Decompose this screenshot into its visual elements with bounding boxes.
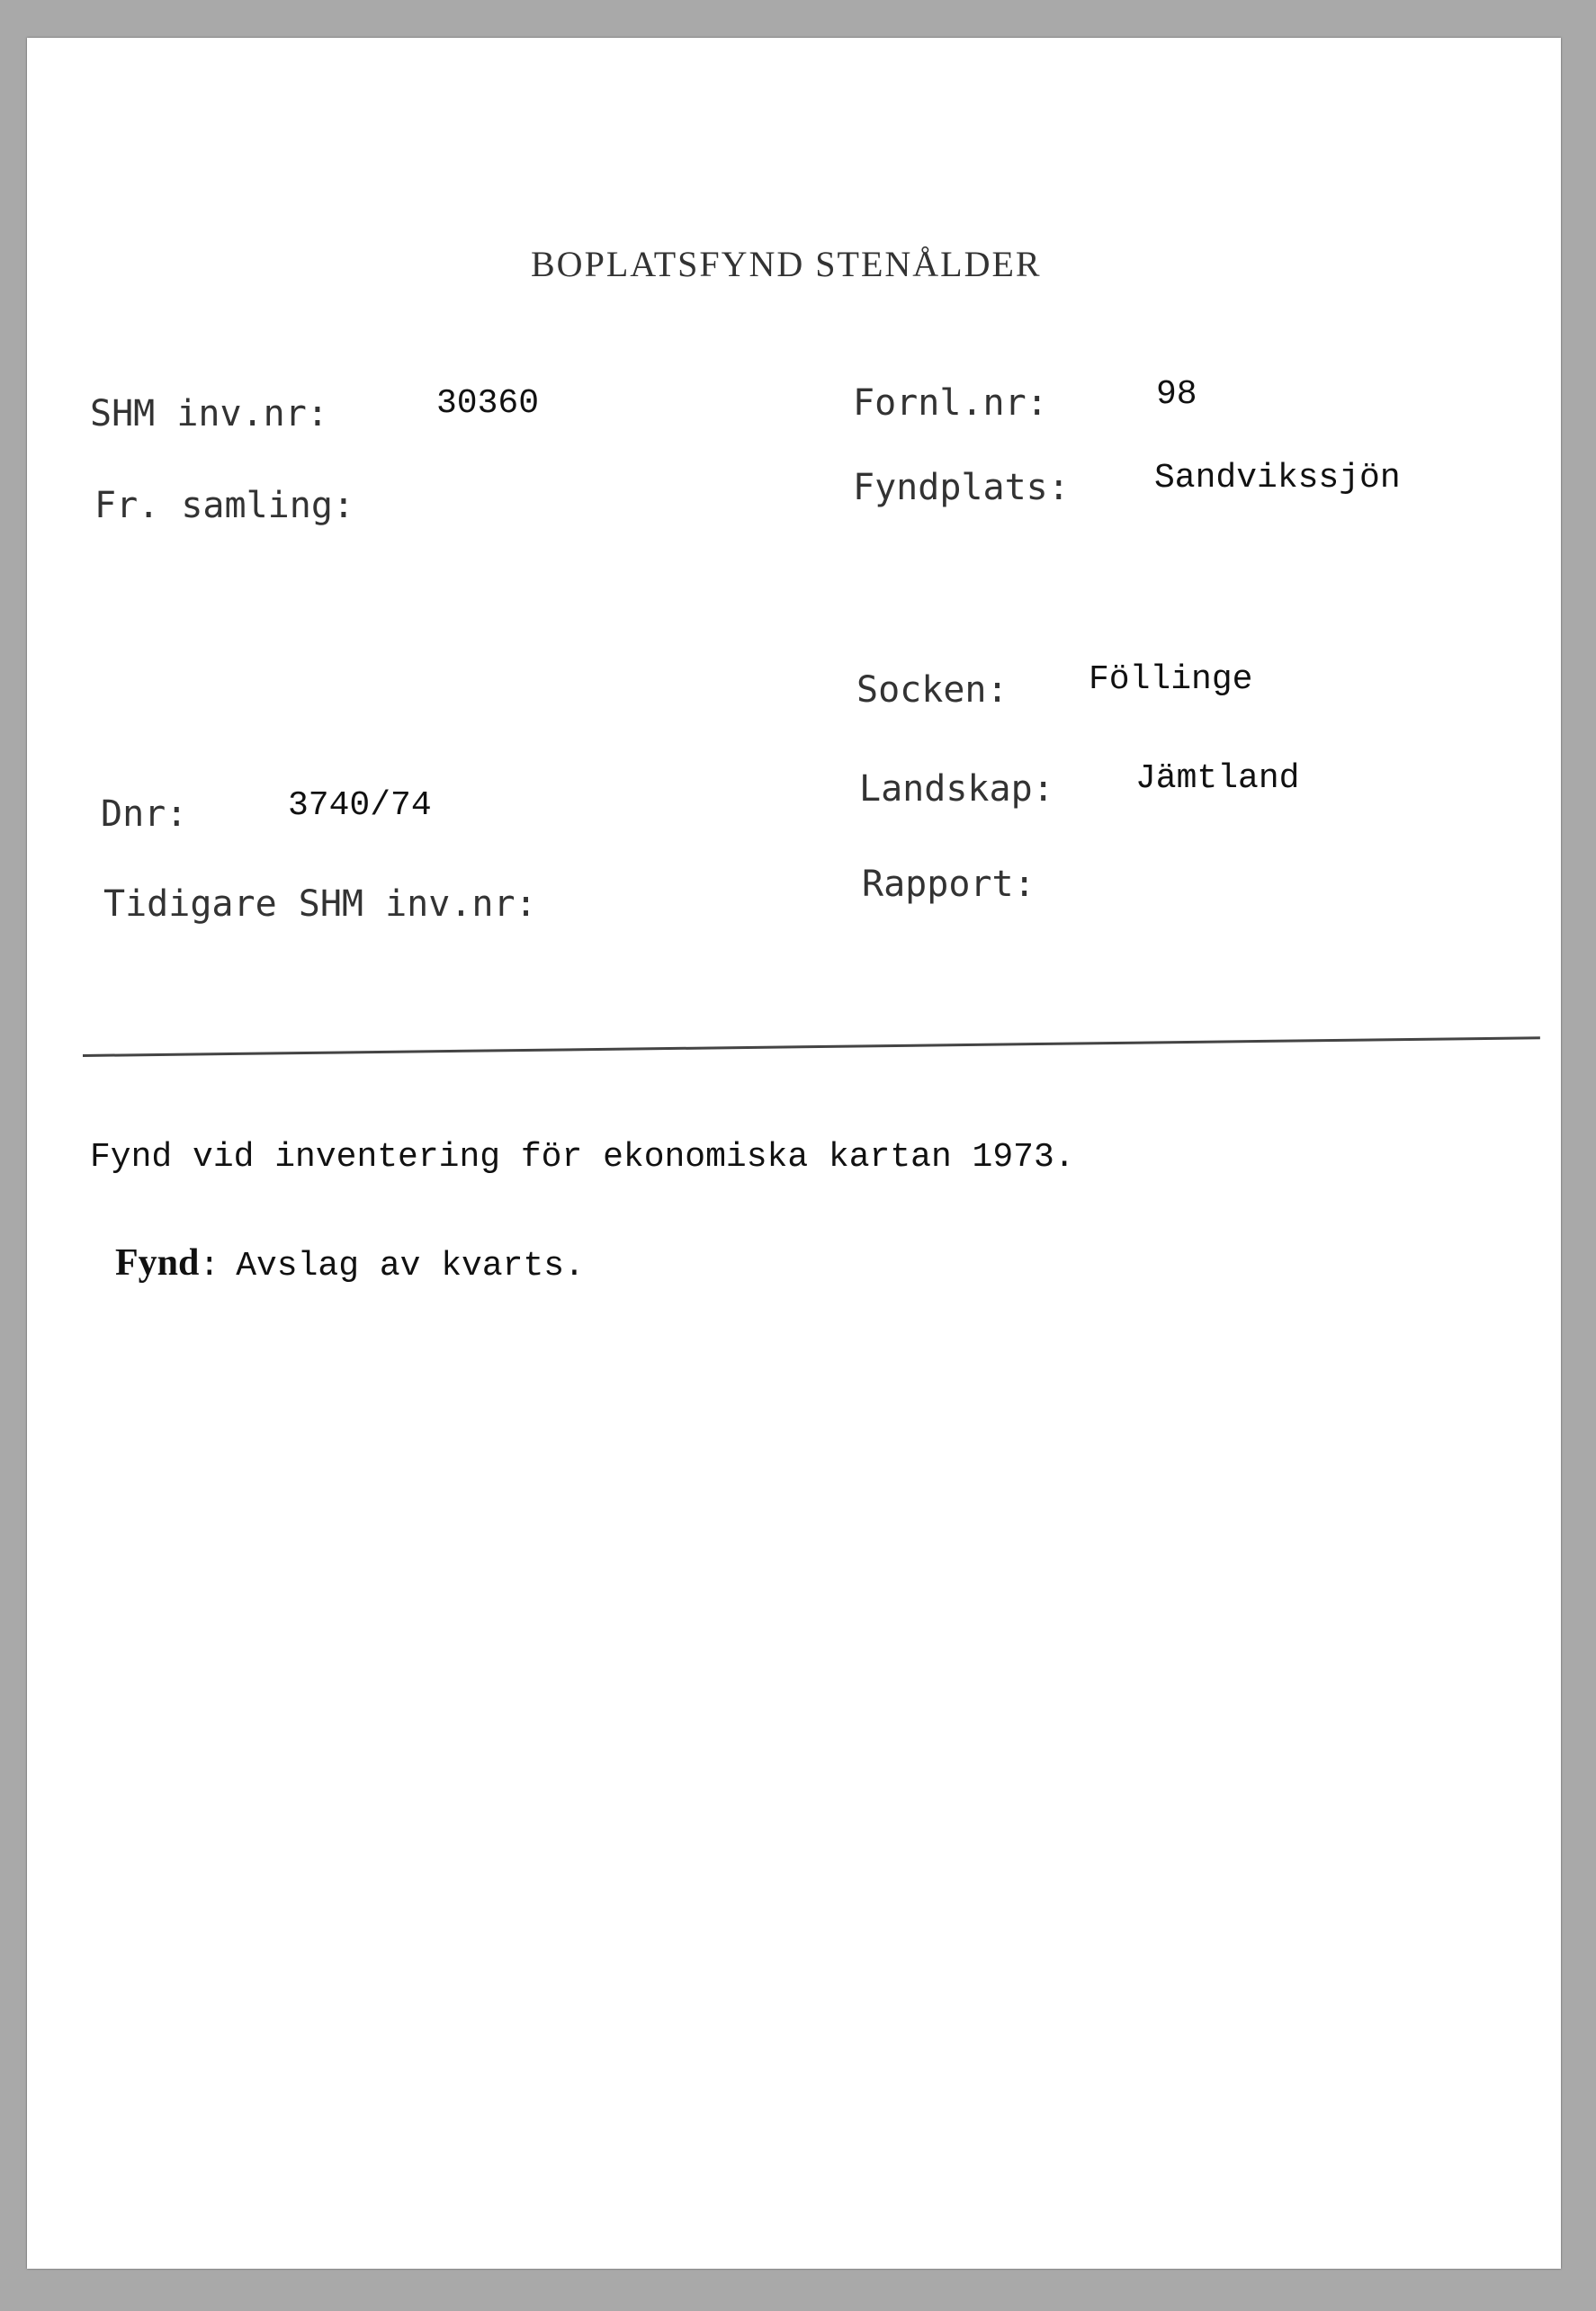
fynd-text: Avslag av kvarts. (236, 1247, 585, 1285)
note-line: Fynd vid inventering för ekonomiska kartan 1973. (90, 1138, 1075, 1177)
fornl-nr-value: 98 (1156, 375, 1197, 414)
socken-label: Socken: (856, 669, 1009, 711)
tidigare-shm-label: Tidigare SHM inv.nr: (103, 883, 537, 925)
dnr-label: Dnr: (101, 793, 188, 835)
landskap-label: Landskap: (859, 768, 1054, 810)
shm-inv-nr-label: SHM inv.nr: (90, 393, 328, 434)
socken-value: Föllinge (1089, 660, 1253, 699)
fyndplats-value: Sandvikssjön (1154, 459, 1401, 497)
card-title: BOPLATSFYND STENÅLDER (531, 244, 1042, 284)
fynd-colon: : (199, 1247, 220, 1285)
landskap-value: Jämtland (1135, 759, 1300, 798)
fornl-nr-label: Fornl.nr: (853, 382, 1048, 424)
dnr-value: 3740/74 (288, 786, 432, 825)
fr-samling-label: Fr. samling: (94, 485, 354, 526)
shm-inv-nr-value: 30360 (436, 384, 540, 423)
fynd-line (115, 1241, 585, 1285)
rapport-label: Rapport: (862, 864, 1036, 905)
fyndplats-label: Fyndplats: (853, 467, 1070, 508)
fynd-label: Fynd (115, 1242, 200, 1284)
